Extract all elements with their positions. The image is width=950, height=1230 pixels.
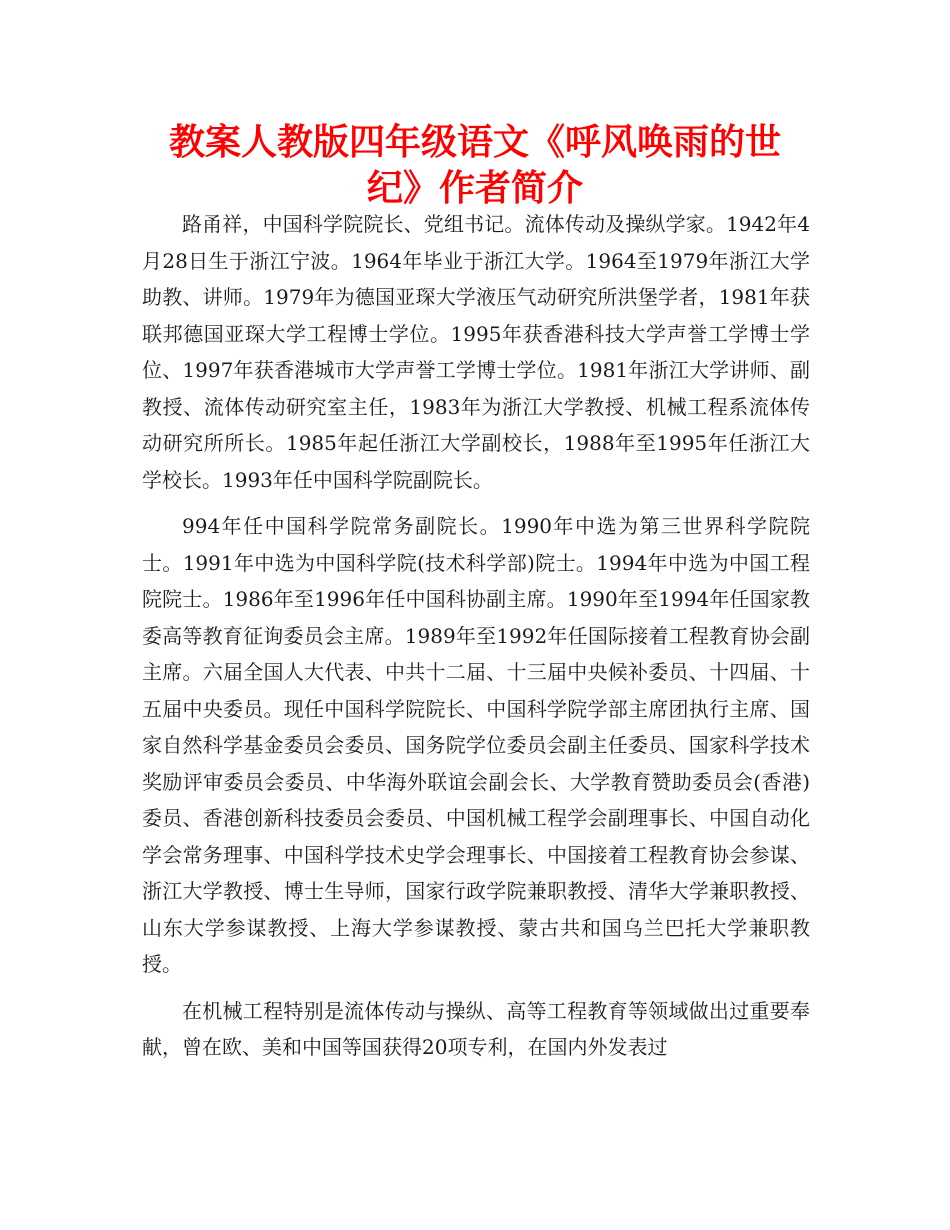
paragraph-3: 在机械工程特别是流体传动与操纵、高等工程教育等领域做出过重要奉献，曾在欧、美和中国等国获得20项专利，在国内外发表过 (142, 998, 810, 1059)
title-line-2: 纪》作者简介 (366, 168, 583, 209)
paragraph-1: 路甬祥，中国科学院院长、党组书记。流体传动及操纵学家。1942年4月28日生于浙江宁波。1964年毕业于浙江大学。1964至1979年浙江大学助教、讲师。1979年为德国亚琛大学液压气动研究所洪堡学者，1981年获联邦德国亚琛大学工程博士学位。1995年获香港科技大学声誉工学博士学位、1997年获香港城市大学声誉工学博士学位。1981年浙江大学讲师、副教授、流体传动研究室主任，1983年为浙江大学教授、机械工程系流体传动研究所所长。1985年起任浙江大学副校长，1988年至1995年任浙江大学校长。1993年任中国科学院副院长。 (142, 212, 810, 492)
document-title (100, 120, 850, 212)
title-line-1: 教案人教版四年级语文《呼风唤雨的世 (168, 122, 781, 163)
paragraph-2: 994年任中国科学院常务副院长。1990年中选为第三世界科学院院士。1991年中选为中国科学院(技术科学部)院士。1994年中选为中国工程院院士。1986年至1996年任中国科协副主席。1990年至1994年任国家教委高等教育征询委员会主席。1989年至1992年任国际接着工程教育协会副主席。六届全国人大代表、中共十二届、十三届中央候补委员、十四届、十五届中央委员。现任中国科学院院长、中国科学院学部主席团执行主席、国家自然科学基金委员会委员、国务院学位委员会副主任委员、国家科学技术奖励评审委员会委员、中华海外联谊会副会长、大学教育赞助委员会(香港)委员、香港创新科技委员会委员、中国机械工程学会副理事长、中国自动化学会常务理事、中国科学技术史学会理事长、中国接着工程教育协会参谋、浙江大学教授、博士生导师，国家行政学院兼职教授、清华大学兼职教授、山东大学参谋教授、上海大学参谋教授、蒙古共和国乌兰巴托大学兼职教授。 (142, 514, 810, 976)
document-body (142, 206, 810, 1076)
